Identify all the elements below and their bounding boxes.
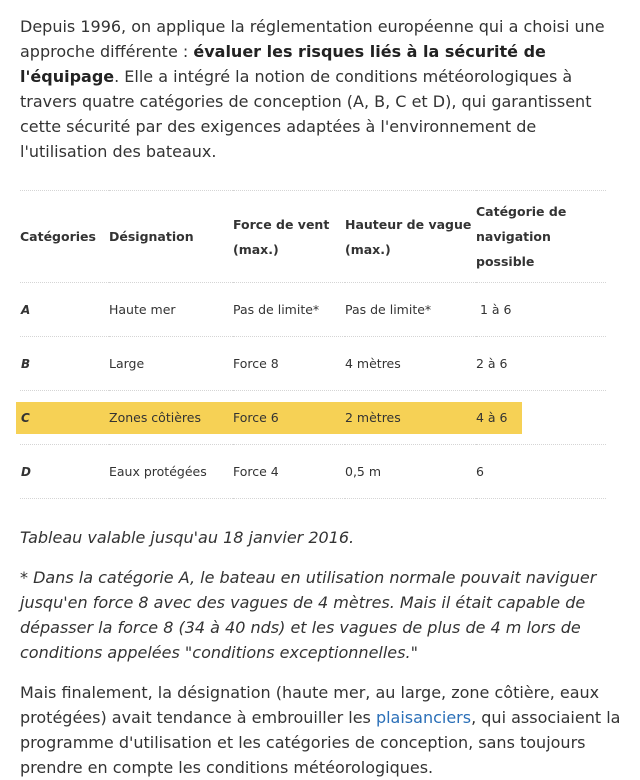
closing-text-before: Mais finalement, la désignation (haute mer, au large, zone côtière, eaux protégées) avait tendance à embrouiller les	[20, 683, 600, 727]
table-row	[20, 445, 606, 499]
header-designation: Désignation	[109, 191, 233, 283]
wave-cell: 0,5 m	[345, 445, 476, 499]
wind-cell: Force 4	[233, 445, 345, 499]
footnote-star: *	[20, 568, 34, 587]
category-cell: C	[20, 391, 109, 445]
header-wind-force: Force de vent (max.)	[233, 191, 345, 283]
designation-cell: Large	[109, 337, 233, 391]
closing-text-after: , qui associaient la programme d'utilisation et les catégories de conception, sans toujours prendre en compte les conditions météorologiques.	[20, 708, 621, 777]
wind-cell: Pas de limite*	[233, 283, 345, 337]
footnote-paragraph	[20, 565, 622, 665]
table-row	[20, 283, 606, 337]
navigation-cell: 1 à 6	[476, 283, 606, 337]
header-categories: Catégories	[20, 191, 109, 283]
wave-cell: 4 mètres	[345, 337, 476, 391]
closing-paragraph	[20, 680, 622, 780]
table-row	[20, 337, 606, 391]
wind-cell: Force 6	[233, 391, 345, 445]
designation-cell: Eaux protégées	[109, 445, 233, 499]
design-categories-table	[20, 190, 606, 499]
designation-cell: Zones côtières	[109, 391, 233, 445]
navigation-cell: 4 à 6	[476, 391, 606, 445]
wind-cell: Force 8	[233, 337, 345, 391]
header-navigation-category: Catégorie de navigation possible	[476, 191, 606, 283]
category-cell: A	[20, 283, 109, 337]
table-header-row	[20, 191, 606, 283]
designation-cell: Haute mer	[109, 283, 233, 337]
wave-cell: 2 mètres	[345, 391, 476, 445]
category-cell: D	[20, 445, 109, 499]
header-wave-height: Hauteur de vague (max.)	[345, 191, 476, 283]
intro-text-before: Depuis 1996, on applique la réglementation européenne qui a choisi une approche différente :	[20, 17, 605, 61]
navigation-cell: 6	[476, 445, 606, 499]
intro-emphasis: évaluer les risques liés à la sécurité de l'équipage	[20, 42, 546, 86]
wave-cell: Pas de limite*	[345, 283, 476, 337]
intro-paragraph	[20, 14, 622, 164]
table-row-highlighted	[20, 391, 606, 445]
footnote-text: Dans la catégorie A, le bateau en utilisation normale pouvait naviguer jusqu'en force 8 avec des vagues de 4 mètres. Mais il était capable de dépasser la force 8 (34 à 40 nds) et les vagues de plus de 4 m lors de conditions appelées "conditions exceptionnelles."	[20, 568, 597, 662]
navigation-cell: 2 à 6	[476, 337, 606, 391]
plaisanciers-link[interactable]: plaisanciers	[375, 708, 472, 727]
intro-text-after: . Elle a intégré la notion de conditions météorologiques à travers quatre catégories de conception (A, B, C et D), qui garantissent cette sécurité par des exigences adaptées à l'environnement de l'utilisation des bateaux.	[20, 67, 592, 161]
validity-note: Tableau valable jusqu'au 18 janvier 2016.	[20, 528, 355, 547]
article-content	[0, 14, 640, 780]
category-cell: B	[20, 337, 109, 391]
